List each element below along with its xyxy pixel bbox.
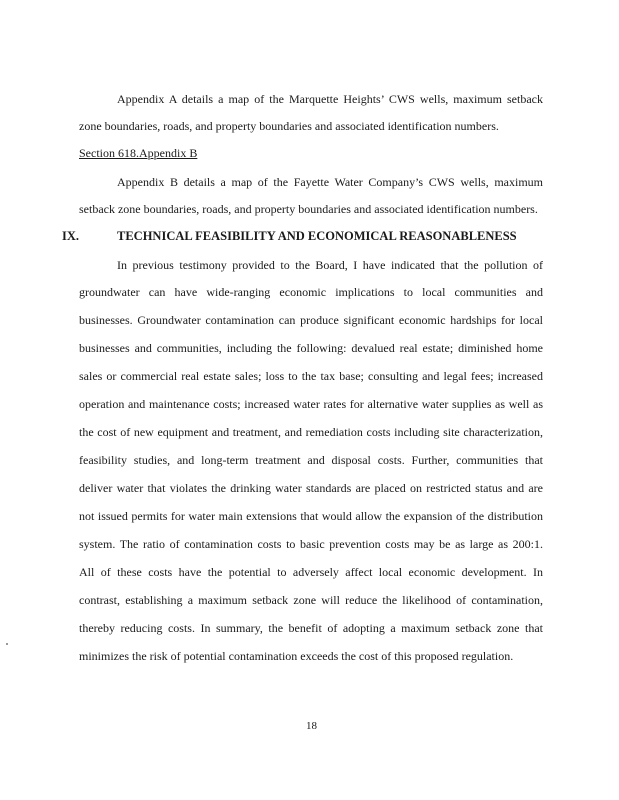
appendix-b-line-1: Appendix B details a map of the Fayette Water Company’s CWS wells, maximum <box>117 175 543 189</box>
body-line-1: In previous testimony provided to the Board, I have indicated that the pollution of <box>117 258 543 272</box>
body-line-12: All of these costs have the potential to adversely affect local economic development. In <box>79 565 543 579</box>
body-line-15: minimizes the risk of potential contamination exceeds the cost of this proposed regulation. <box>79 649 514 663</box>
body-line-9: deliver water that violates the drinking water standards are placed on restricted status and are <box>79 481 543 495</box>
body-line-5: sales or commercial real estate sales; loss to the tax base; consulting and legal fees; increased <box>79 369 543 383</box>
body-line-14: thereby reducing costs. In summary, the benefit of adopting a maximum setback zone that <box>79 621 543 635</box>
body-line-2: groundwater can have wide-ranging economic implications to local communities and <box>79 285 543 299</box>
body-line-6: operation and maintenance costs; increased water rates for alternative water supplies as well as <box>79 397 543 411</box>
body-line-13: contrast, establishing a maximum setback zone will reduce the likelihood of contamination, <box>79 593 543 607</box>
section-reference: Section 618.Appendix B <box>79 146 198 160</box>
appendix-a-line-1: Appendix A details a map of the Marquette Heights’ CWS wells, maximum setback <box>117 92 543 106</box>
body-line-8: feasibility studies, and long-term treatment and disposal costs. Further, communities that <box>79 453 543 467</box>
page-number: 18 <box>306 720 317 732</box>
body-line-7: the cost of new equipment and treatment, and remediation costs including site characterization, <box>79 425 543 439</box>
body-line-4: businesses and communities, including the following: devalued real estate; diminished home <box>79 341 543 355</box>
body-line-11: system. The ratio of contamination costs to basic prevention costs may be as large as 200:1. <box>79 537 543 551</box>
section-title: TECHNICAL FEASIBILITY AND ECONOMICAL REASONABLENESS <box>117 229 517 243</box>
section-number: IX. <box>62 229 80 243</box>
body-line-3: businesses. Groundwater contamination can produce significant economic hardships for local <box>79 313 543 327</box>
appendix-a-line-2: zone boundaries, roads, and property boundaries and associated identification numbers. <box>79 119 499 133</box>
scan-speck <box>6 643 8 645</box>
appendix-b-line-2: setback zone boundaries, roads, and property boundaries and associated identification numbers. <box>79 202 538 216</box>
body-line-10: not issued permits for water main extensions that would allow the expansion of the distribution <box>79 509 543 523</box>
